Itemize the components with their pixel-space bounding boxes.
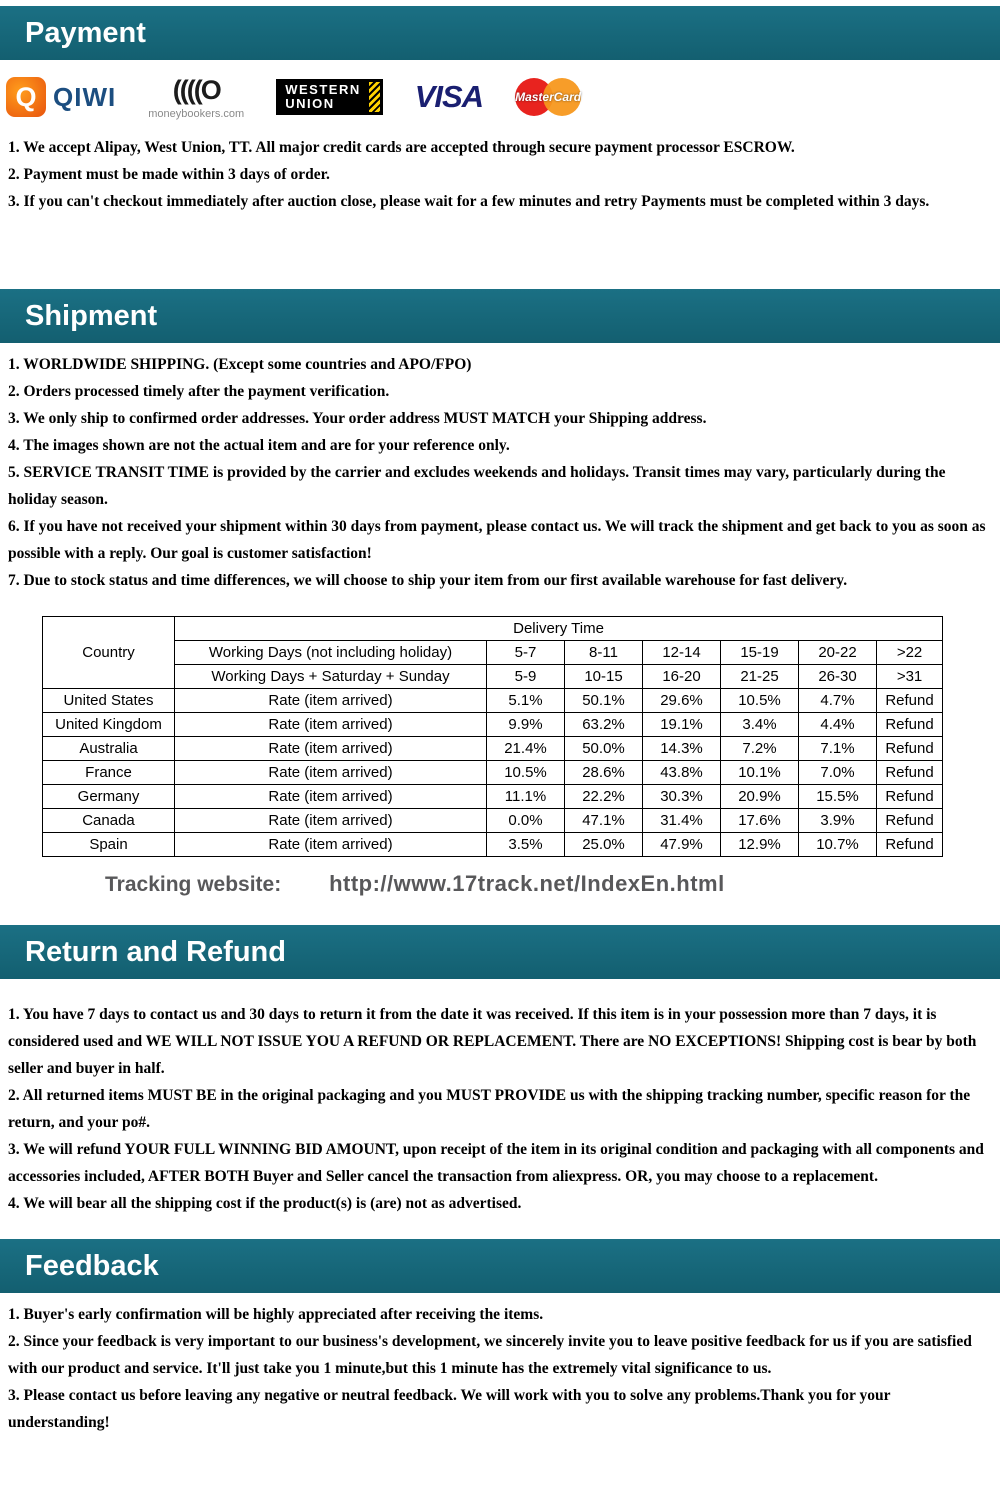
rate-value-cell: 50.1% xyxy=(565,689,643,713)
return-refund-note-line: 2. All returned items MUST BE in the original packaging and you MUST PROVIDE us with the shipping tracking number, specific reason for the return, and your po#. xyxy=(8,1087,971,1131)
rate-value-cell: 31.4% xyxy=(643,809,721,833)
rate-value-cell: Refund xyxy=(877,713,943,737)
rate-label-cell: Rate (item arrived) xyxy=(175,761,487,785)
working-days-value-cell: 15-19 xyxy=(721,641,799,665)
feedback-note-line: 3. Please contact us before leaving any negative or neutral feedback. We will work with you to solve any problems.Thank you for your understanding! xyxy=(8,1387,891,1431)
moneybookers-logo xyxy=(148,75,244,120)
rate-value-cell: 19.1% xyxy=(643,713,721,737)
rate-value-cell: 21.4% xyxy=(487,737,565,761)
shipment-note-line: 4. The images shown are not the actual item and are for your reference only. xyxy=(8,437,510,454)
rate-value-cell: 20.9% xyxy=(721,785,799,809)
rate-value-cell: 4.4% xyxy=(799,713,877,737)
tracking-website-label: Tracking website: xyxy=(105,873,282,896)
western-union-logo xyxy=(276,79,383,115)
working-days-value-cell: 16-20 xyxy=(643,665,721,689)
shipment-header xyxy=(0,289,1000,343)
return-refund-section xyxy=(0,925,1000,1217)
rate-value-cell: 43.8% xyxy=(643,761,721,785)
payment-icons-row xyxy=(6,70,1000,124)
rate-value-cell: Refund xyxy=(877,785,943,809)
western-union-line2: UNION xyxy=(285,96,335,111)
mastercard-logo xyxy=(515,76,581,118)
tracking-url: http://www.17track.net/IndexEn.html xyxy=(329,871,725,896)
payment-note-line: 2. Payment must be made within 3 days of order. xyxy=(8,166,330,183)
rate-value-cell: 63.2% xyxy=(565,713,643,737)
return-refund-note-line: 1. You have 7 days to contact us and 30 days to return it from the date it was received. If this item is in your possession more than 7 days, it is considered used and WE WILL NOT ISSUE YOU A REFUND OR REPLACEMENT. There are NO EXCEPTIONS! Shipping cost is bear by both seller and buyer in half. xyxy=(8,1006,977,1077)
rate-value-cell: 28.6% xyxy=(565,761,643,785)
working-days-value-cell: 10-15 xyxy=(565,665,643,689)
delivery-table xyxy=(42,616,943,857)
rate-value-cell: Refund xyxy=(877,809,943,833)
western-union-line1: WESTERN xyxy=(285,82,361,97)
working-days-value-cell: >31 xyxy=(877,665,943,689)
rate-value-cell: 0.0% xyxy=(487,809,565,833)
shipment-notes xyxy=(0,343,1000,594)
rate-value-cell: 9.9% xyxy=(487,713,565,737)
rate-value-cell: 3.9% xyxy=(799,809,877,833)
rate-value-cell: 47.1% xyxy=(565,809,643,833)
payment-title: Payment xyxy=(25,17,146,49)
feedback-note-line: 2. Since your feedback is very important to our business's development, we sincerely invite you to leave positive feedback for us if you are satisfied with our product and service. It'll just take you 1 minute,but this 1 minute has the extremely vital significance to us. xyxy=(8,1333,972,1377)
rate-value-cell: 10.1% xyxy=(721,761,799,785)
shipment-note-line: 1. WORLDWIDE SHIPPING. (Except some countries and APO/FPO) xyxy=(8,356,472,373)
return-refund-note-line: 3. We will refund YOUR FULL WINNING BID AMOUNT, upon receipt of the item in its original condition and packaging with all components and accessories included, AFTER BOTH Buyer and Seller cancel the transaction from aliexpress. OR, you may choose to a replacement. xyxy=(8,1141,984,1185)
country-cell: Germany xyxy=(43,785,175,809)
country-cell: Australia xyxy=(43,737,175,761)
rate-value-cell: 22.2% xyxy=(565,785,643,809)
country-cell: France xyxy=(43,761,175,785)
rate-value-cell: 7.1% xyxy=(799,737,877,761)
rate-value-cell: 7.2% xyxy=(721,737,799,761)
working-days-value-cell: >22 xyxy=(877,641,943,665)
shipment-note-line: 6. If you have not received your shipment within 30 days from payment, please contact us. We will track the shipment and get back to you as soon as possible with a reply. Our goal is customer satisfaction! xyxy=(8,518,986,562)
rate-value-cell: 47.9% xyxy=(643,833,721,857)
shipment-note-line: 7. Due to stock status and time differences, we will choose to ship your item from our first available warehouse for fast delivery. xyxy=(8,572,848,589)
payment-note-line: 1. We accept Alipay, West Union, TT. All major credit cards are accepted through secure payment processor ESCROW. xyxy=(8,139,795,156)
working-days-value-cell: 8-11 xyxy=(565,641,643,665)
rate-value-cell: 11.1% xyxy=(487,785,565,809)
moneybookers-label: moneybookers.com xyxy=(148,107,245,120)
rate-value-cell: 3.5% xyxy=(487,833,565,857)
rate-value-cell: 4.7% xyxy=(799,689,877,713)
feedback-section xyxy=(0,1239,1000,1436)
feedback-title: Feedback xyxy=(25,1250,159,1282)
rate-value-cell: 14.3% xyxy=(643,737,721,761)
rate-value-cell: 17.6% xyxy=(721,809,799,833)
rate-label-cell: Rate (item arrived) xyxy=(175,689,487,713)
rate-label-cell: Rate (item arrived) xyxy=(175,785,487,809)
working-days-value-cell: 5-9 xyxy=(487,665,565,689)
rate-value-cell: 29.6% xyxy=(643,689,721,713)
rate-label-cell: Rate (item arrived) xyxy=(175,809,487,833)
working-days-value-cell: 21-25 xyxy=(721,665,799,689)
rate-value-cell: 10.5% xyxy=(487,761,565,785)
delivery-time-header-cell: Delivery Time xyxy=(175,617,943,641)
rate-value-cell: 5.1% xyxy=(487,689,565,713)
moneybookers-rings-icon: ((((O xyxy=(172,74,220,105)
rate-value-cell: 25.0% xyxy=(565,833,643,857)
return-refund-header xyxy=(0,925,1000,979)
mastercard-label: MasterCard xyxy=(515,90,582,104)
working-days-value-cell: 12-14 xyxy=(643,641,721,665)
rate-value-cell: Refund xyxy=(877,737,943,761)
qiwi-logo xyxy=(6,77,116,117)
rate-label-cell: Rate (item arrived) xyxy=(175,833,487,857)
rate-value-cell: 50.0% xyxy=(565,737,643,761)
country-cell: United States xyxy=(43,689,175,713)
feedback-header xyxy=(0,1239,1000,1293)
working-days-label-cell: Working Days (not including holiday) xyxy=(175,641,487,665)
rate-value-cell: 12.9% xyxy=(721,833,799,857)
working-days-value-cell: 26-30 xyxy=(799,665,877,689)
qiwi-label: QIWI xyxy=(53,81,117,112)
working-days-label-cell: Working Days + Saturday + Sunday xyxy=(175,665,487,689)
rate-value-cell: Refund xyxy=(877,761,943,785)
rate-value-cell: 7.0% xyxy=(799,761,877,785)
feedback-notes xyxy=(0,1293,1000,1436)
shipment-note-line: 2. Orders processed timely after the payment verification. xyxy=(8,383,390,400)
qiwi-q-icon: Q xyxy=(6,77,46,117)
payment-section xyxy=(0,6,1000,215)
working-days-value-cell: 5-7 xyxy=(487,641,565,665)
rate-value-cell: 10.7% xyxy=(799,833,877,857)
country-cell: Canada xyxy=(43,809,175,833)
rate-label-cell: Rate (item arrived) xyxy=(175,737,487,761)
rate-value-cell: Refund xyxy=(877,689,943,713)
country-cell: United Kingdom xyxy=(43,713,175,737)
rate-value-cell: 15.5% xyxy=(799,785,877,809)
return-refund-note-line: 4. We will bear all the shipping cost if the product(s) is (are) not as advertised. xyxy=(8,1195,522,1212)
shipment-note-line: 5. SERVICE TRANSIT TIME is provided by the carrier and excludes weekends and holidays. Transit times may vary, particularly during the holiday season. xyxy=(8,464,946,508)
rate-value-cell: 30.3% xyxy=(643,785,721,809)
rate-value-cell: 10.5% xyxy=(721,689,799,713)
feedback-note-line: 1. Buyer's early confirmation will be highly appreciated after receiving the items. xyxy=(8,1306,544,1323)
country-cell: Spain xyxy=(43,833,175,857)
tracking-line xyxy=(105,871,1000,897)
shipment-section xyxy=(0,289,1000,897)
rate-value-cell: Refund xyxy=(877,833,943,857)
working-days-value-cell: 20-22 xyxy=(799,641,877,665)
visa-logo: VISA xyxy=(414,79,484,114)
payment-header xyxy=(0,6,1000,60)
rate-value-cell: 3.4% xyxy=(721,713,799,737)
return-refund-notes xyxy=(0,979,1000,1217)
payment-notes xyxy=(0,126,1000,215)
shipment-note-line: 3. We only ship to confirmed order addresses. Your order address MUST MATCH your Shipping address. xyxy=(8,410,707,427)
rate-label-cell: Rate (item arrived) xyxy=(175,713,487,737)
return-refund-title: Return and Refund xyxy=(25,936,286,968)
shipment-title: Shipment xyxy=(25,300,158,332)
payment-note-line: 3. If you can't checkout immediately after auction close, please wait for a few minutes and retry Payments must be completed within 3 days. xyxy=(8,193,930,210)
country-header-cell: Country xyxy=(43,617,175,689)
